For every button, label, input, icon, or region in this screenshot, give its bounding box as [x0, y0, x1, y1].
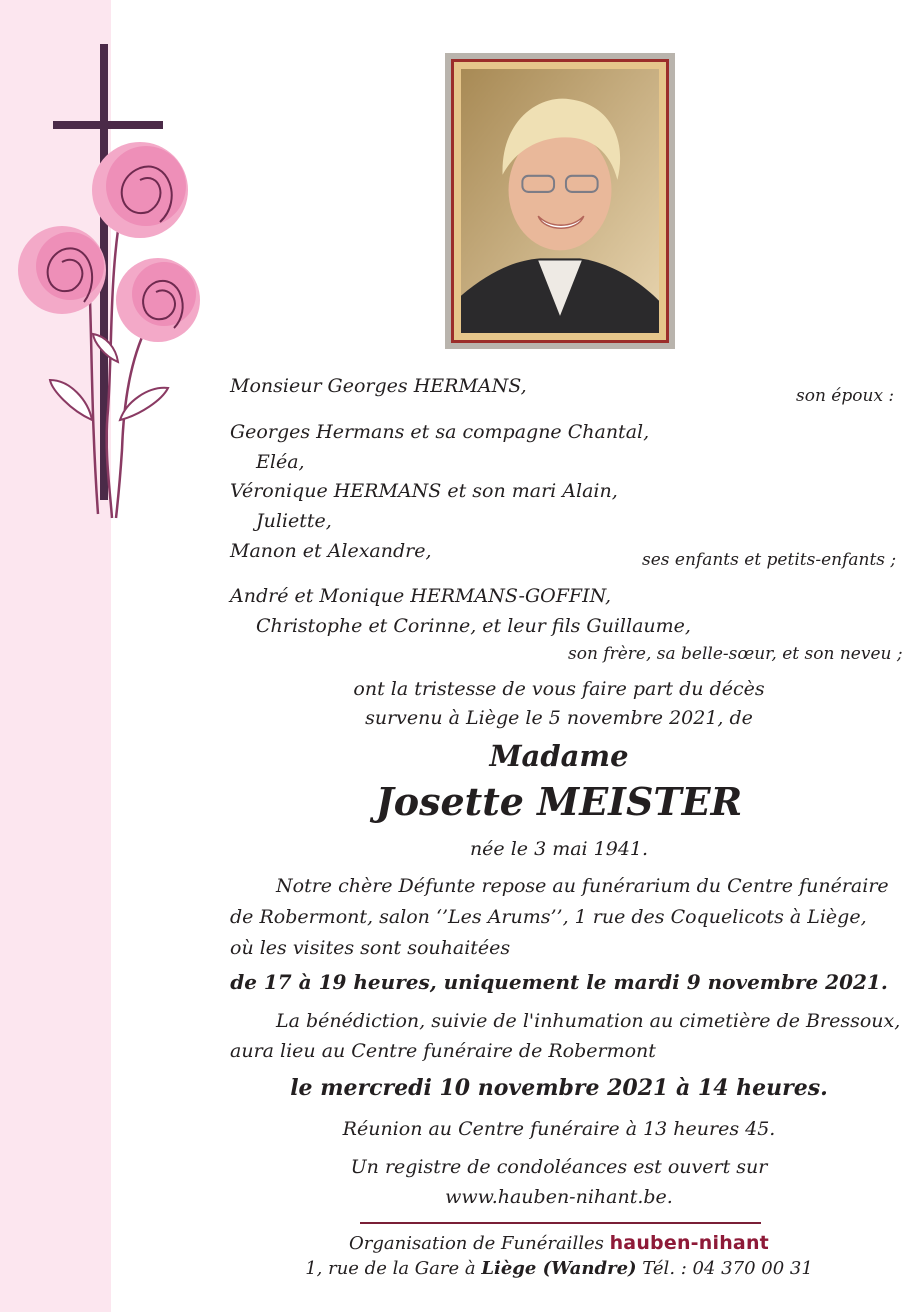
announcement-line: ont la tristesse de vous faire part du décès — [353, 678, 765, 700]
condolences-url: www.hauben-nihant.be. — [445, 1186, 673, 1208]
ceremony-line: aura lieu au Centre funéraire de Robermont — [230, 1040, 656, 1062]
nephew-line: Christophe et Corinne, et leur fils Guillaume, — [256, 615, 691, 637]
meeting-time: Réunion au Centre funéraire à 13 heures 45. — [342, 1118, 776, 1140]
visitation-line: de Robermont, salon ‘’Les Arums’’, 1 rue des Coquelicots à Liège, — [230, 906, 867, 928]
birth-date: née le 3 mai 1941. — [469, 838, 649, 860]
sibling-line: André et Monique HERMANS-GOFFIN, — [230, 585, 612, 607]
footer-organisation — [200, 1234, 918, 1253]
footer-divider — [360, 1222, 761, 1224]
announcement-line: survenu à Liège le 5 novembre 2021, de — [365, 707, 753, 729]
visitation-line: Notre chère Défunte repose au funérarium du Centre funéraire — [276, 875, 889, 897]
ceremony-date: le mercredi 10 novembre 2021 à 14 heures. — [290, 1075, 828, 1101]
footer-address — [200, 1260, 918, 1278]
cross-with-roses-icon — [0, 30, 215, 530]
child-line: Georges Hermans et sa compagne Chantal, — [230, 421, 650, 443]
address-city: Liège (Wandre) — [481, 1258, 637, 1279]
visitation-hours: de 17 à 19 heures, uniquement le mardi 9 novembre 2021. — [230, 970, 888, 994]
deceased-name: Josette MEISTER — [375, 779, 743, 824]
visitation-line: où les visites sont souhaitées — [230, 937, 511, 959]
children-role: ses enfants et petits-enfants ; — [642, 550, 897, 570]
brand-logo: hauben-nihant — [609, 1232, 769, 1254]
ceremony-line: La bénédiction, suivie de l'inhumation au cimetière de Bressoux, — [276, 1010, 901, 1032]
portrait-photo-icon — [461, 69, 659, 333]
org-label: Organisation de Funérailles — [349, 1233, 604, 1254]
grandchild-line: Manon et Alexandre, — [230, 540, 432, 562]
spouse-name: Monsieur Georges HERMANS, — [230, 375, 527, 397]
deceased-title: Madame — [489, 739, 629, 773]
phone-number: Tél. : 04 370 00 31 — [642, 1258, 813, 1279]
condolences-line: Un registre de condoléances est ouvert sur — [350, 1156, 768, 1178]
portrait-frame — [445, 53, 675, 349]
child-line: Véronique HERMANS et son mari Alain, — [230, 480, 618, 502]
grandchild-line: Juliette, — [256, 510, 332, 532]
siblings-role: son frère, sa belle-sœur, et son neveu ; — [568, 644, 903, 664]
grandchild-line: Eléa, — [256, 451, 305, 473]
spouse-role: son époux : — [796, 386, 895, 406]
address-street: 1, rue de la Gare à — [305, 1258, 476, 1279]
